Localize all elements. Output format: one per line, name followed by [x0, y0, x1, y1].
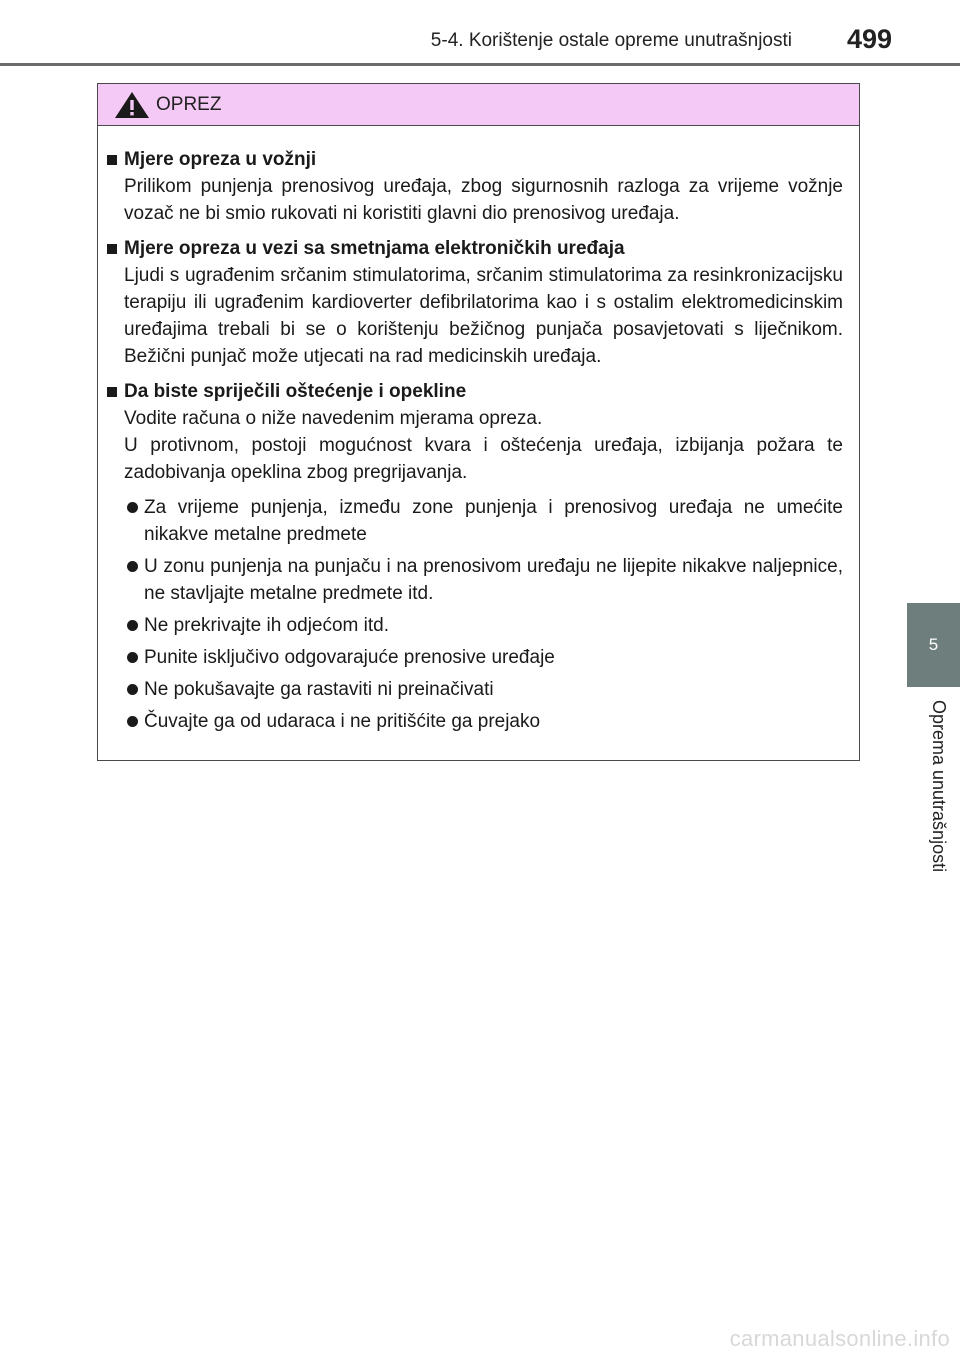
bullet-dot-icon	[127, 652, 138, 663]
precaution-list	[107, 494, 843, 735]
list-item-text: Ne prekrivajte ih odjećom itd.	[144, 615, 389, 636]
bullet-dot-icon	[127, 684, 138, 695]
bullet-dot-icon	[127, 561, 138, 572]
section-heading-text: Da biste spriječili oštećenje i opekline	[124, 381, 467, 402]
square-bullet-icon	[107, 387, 117, 397]
header-divider	[0, 63, 960, 66]
bullet-dot-icon	[127, 620, 138, 631]
warning-triangle-icon	[114, 91, 150, 119]
watermark: carmanualsonline.info	[729, 1326, 950, 1351]
list-item-text: Čuvajte ga od udaraca i ne pritišćite ga prejako	[144, 711, 541, 732]
chapter-number: 5	[928, 635, 939, 654]
caution-box	[97, 83, 860, 761]
section-heading	[107, 235, 843, 262]
section-heading	[107, 378, 843, 405]
caution-title: OPREZ	[156, 93, 222, 115]
caution-body	[98, 126, 859, 735]
section-paragraph: Prilikom punjenja prenosivog uređaja, zbog sigurnosnih razloga za vrijeme vožnje vozač ne bi smio rukovati ni koristiti glavni dio prenosivog uređaja.	[124, 176, 843, 224]
bullet-dot-icon	[127, 716, 138, 727]
section-heading-text: Mjere opreza u vezi sa smetnjama elektroničkih uređaja	[124, 238, 625, 259]
caution-header	[98, 84, 859, 126]
section-driving	[107, 146, 843, 227]
section-paragraph: Ljudi s ugrađenim srčanim stimulatorima, srčanim stimulatorima za resinkronizacijsku terapiju ili ugrađenim kardioverter defibrilatorima kao i s ostalim elektromedicinskim uređajima trebali bi se o korištenju bežičnog punjača posavjetovati s liječnikom. Bežični punjač može utjecati na rad medicinskih uređaja.	[124, 265, 843, 367]
section-heading-text: Mjere opreza u vožnji	[124, 149, 317, 170]
list-item-text: Ne pokušavajte ga rastaviti ni preinačivati	[144, 679, 494, 700]
page-number: 499	[846, 24, 892, 54]
list-item-text: Punite isključivo odgovarajuće prenosive uređaje	[144, 647, 555, 668]
section-paragraph: Vodite računa o niže navedenim mjerama opreza.	[124, 408, 543, 429]
section-title: 5-4. Korištenje ostale opreme unutrašnjosti	[430, 30, 792, 51]
list-item	[107, 612, 843, 639]
chapter-label: Oprema unutrašnjosti	[929, 700, 949, 873]
list-item	[107, 644, 843, 671]
bullet-dot-icon	[127, 502, 138, 513]
list-item	[107, 553, 843, 607]
list-item	[107, 494, 843, 548]
list-item-text: U zonu punjenja na punjaču i na prenosivom uređaju ne lijepite nikakve naljepnice, ne stavljajte metalne predmete itd.	[144, 556, 843, 604]
list-item	[107, 708, 843, 735]
list-item	[107, 676, 843, 703]
chapter-tab	[907, 603, 960, 687]
list-item-text: Za vrijeme punjenja, između zone punjenja i prenosivog uređaja ne umećite nikakve metalne predmete	[144, 497, 843, 545]
section-electronic-interference	[107, 235, 843, 370]
square-bullet-icon	[107, 244, 117, 254]
section-damage-burns	[107, 378, 843, 735]
section-heading	[107, 146, 843, 173]
section-paragraph: U protivnom, postoji mogućnost kvara i oštećenja uređaja, izbijanja požara te zadobivanja opeklina zbog pregrijavanja.	[124, 435, 843, 483]
square-bullet-icon	[107, 155, 117, 165]
